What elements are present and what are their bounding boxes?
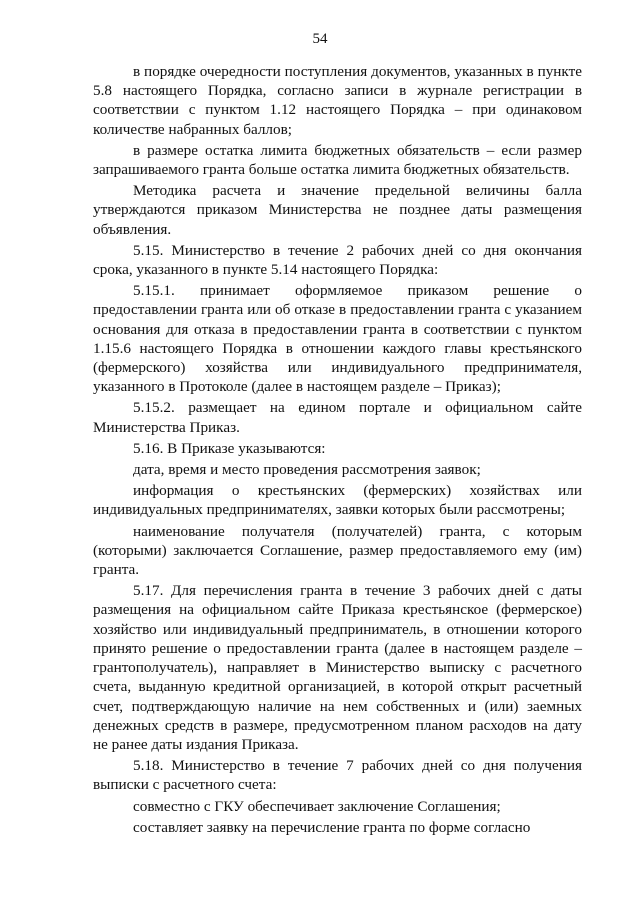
paragraph-grant-request: составляет заявку на перечисление гранта по форме согласно [133, 818, 531, 836]
paragraph-methodology: Методика расчета и значение предельной величины балла утверждаются приказом Министерства не позднее даты размещения объявления. [93, 182, 582, 238]
paragraph-5-17: 5.17. Для перечисления гранта в течение 3 рабочих дней с даты размещения на официальном сайте Приказа крестьянское (фермерское) хозяйство или индивидуальный предприниматель, в отношении которого принято решение о предоставлении гранта (далее в настоящем разделе – грантополучатель), направляет в Министерство выписку с расчетного счета, выданную кредитной организацией, в которой открыт расчетный счет, подтверждающую наличие на нем собственных и (или) заемных денежных средств в размере, предусмотренном планом расходов на дату не ранее даты издания Приказа. [93, 582, 582, 753]
document-body [93, 62, 582, 837]
paragraph-recipient-name: наименование получателя (получателей) гранта, с которым (которыми) заключается Соглашение, размер предоставляемого ему (им) гранта. [93, 522, 582, 579]
paragraph-5-15-2: 5.15.2. размещает на едином портале и официальном сайте Министерства Приказ. [93, 399, 582, 436]
paragraph-remaining-limit: в размере остатка лимита бюджетных обязательств – если размер запрашиваемого гранта больше остатка лимита бюджетных обязательств. [93, 141, 582, 179]
paragraph-date-time-place: дата, время и место проведения рассмотрения заявок; [133, 461, 481, 479]
page-number: 54 [312, 31, 328, 47]
paragraph-5-15: 5.15. Министерство в течение 2 рабочих дней со дня окончания срока, указанного в пункте 5.14 настоящего Порядка: [93, 241, 582, 279]
paragraph-5-15-1: 5.15.1. принимает оформляемое приказом решение о предоставлении гранта или об отказе в предоставлении гранта с указанием основания для отказа в предоставлении гранта в соответствии с пунктом 1.15.6 настоящего Порядка в отношении каждого главы крестьянского (фермерского) хозяйства или индивидуального предпринимателя, указанного в Протоколе (далее в настоящем разделе – Приказ); [93, 282, 582, 396]
paragraph-order-of-documents: в порядке очередности поступления документов, указанных в пункте 5.8 настоящего Порядка, согласно записи в журнале регистрации в соответствии с пунктом 1.12 настоящего Порядка – при одинаковом количестве набранных баллов; [93, 63, 582, 138]
paragraph-5-18: 5.18. Министерство в течение 7 рабочих дней со дня получения выписки с расчетного счета: [93, 757, 582, 794]
paragraph-5-16: 5.16. В Приказе указываются: [133, 439, 326, 457]
paragraph-agreement: совместно с ГКУ обеспечивает заключение Соглашения; [133, 797, 501, 815]
paragraph-information: информация о крестьянских (фермерских) хозяйствах или индивидуальных предпринимателях, заявки которых были рассмотрены; [93, 482, 582, 519]
